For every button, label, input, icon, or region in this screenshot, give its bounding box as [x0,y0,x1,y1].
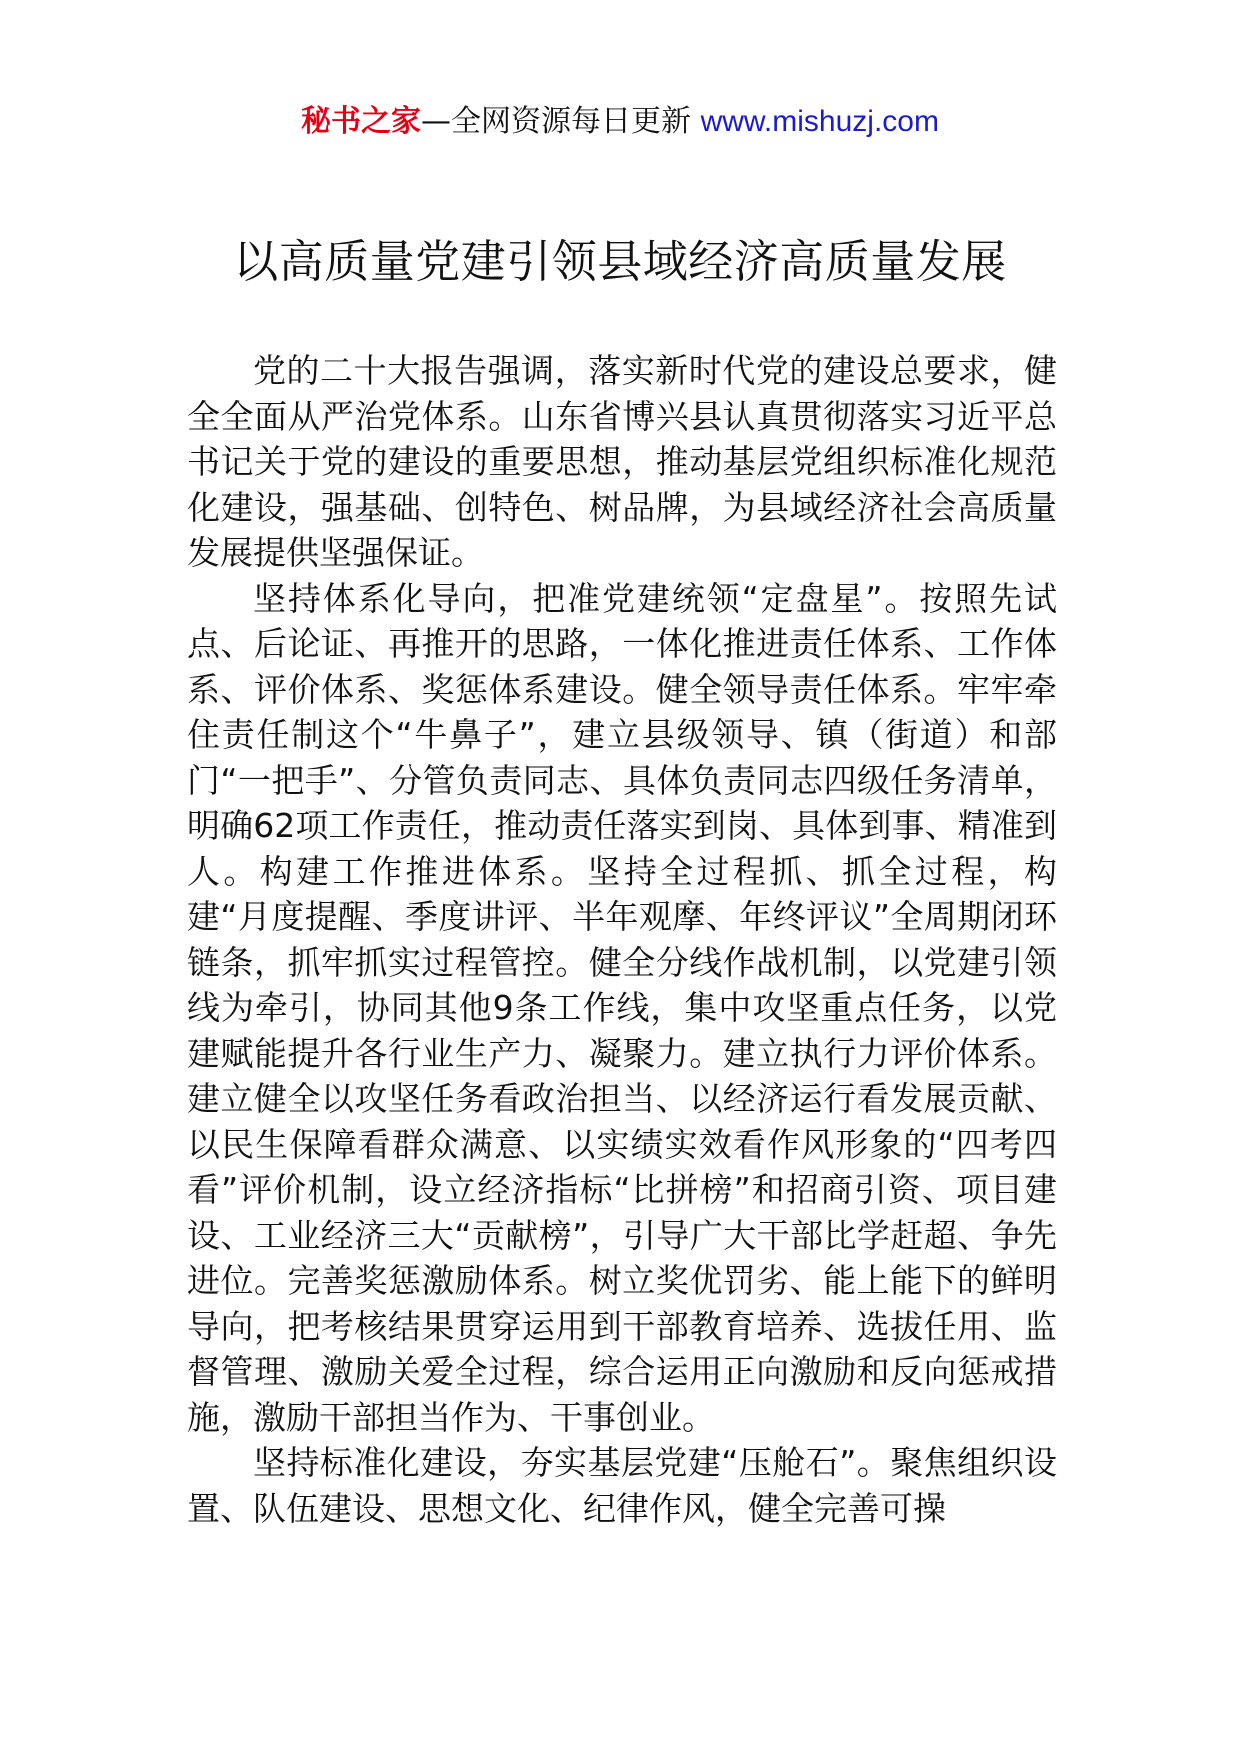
article-body [187,348,1057,1531]
paragraph-standardization: 坚持标准化建设，夯实基层党建“压舱石”。聚焦组织设置、队伍建设、思想文化、纪律作风，健全完善可操 [187,1443,1057,1528]
site-slogan: —全网资源每日更新 [421,104,692,139]
article-title: 以高质量党建引领县域经济高质量发展 [233,235,1007,288]
site-url-link[interactable]: www.mishuzj.com [700,105,939,138]
paragraph-intro: 党的二十大报告强调，落实新时代党的建设总要求，健全全面从严治党体系。山东省博兴县认真贯彻落实习近平总书记关于党的建设的重要思想，推动基层党组织标准化规范化建设，强基础、创特色、树品牌，为县域经济社会高质量发展提供坚强保证。 [187,351,1057,572]
site-brand: 秘书之家 [301,104,422,139]
paragraph-system-orientation: 坚持体系化导向，把准党建统领“定盘星”。按照先试点、后论证、再推开的思路，一体化推进责任体系、工作体系、评价体系、奖惩体系建设。健全领导责任体系。牢牢牵住责任制这个“牛鼻子”，建立县级领导、镇（街道）和部门“一把手”、分管负责同志、具体负责同志四级任务清单，明确62项工作责任，推动责任落实到岗、具体到事、精准到人。构建工作推进体系。坚持全过程抓、抓全过程，构建“月度提醒、季度讲评、半年观摩、年终评议”全周期闭环链条，抓牢抓实过程管控。健全分线作战机制，以党建引领线为牵引，协同其他9条工作线，集中攻坚重点任务，以党建赋能提升各行业生产力、凝聚力。建立执行力评价体系。建立健全以攻坚任务看政治担当、以经济运行看发展贡献、以民生保障看群众满意、以实绩实效看作风形象的“四考四看”评价机制，设立经济指标“比拼榜”和招商引资、项目建设、工业经济三大“贡献榜”，引导广大干部比学赶超、争先进位。完善奖惩激励体系。树立奖优罚劣、能上能下的鲜明导向，把考核结果贯穿运用到干部教育培养、选拔任用、监督管理、激励关爱全过程，综合运用正向激励和反向惩戒措施，激励干部担当作为、干事创业。 [187,578,1057,1437]
site-header [0,100,1240,144]
